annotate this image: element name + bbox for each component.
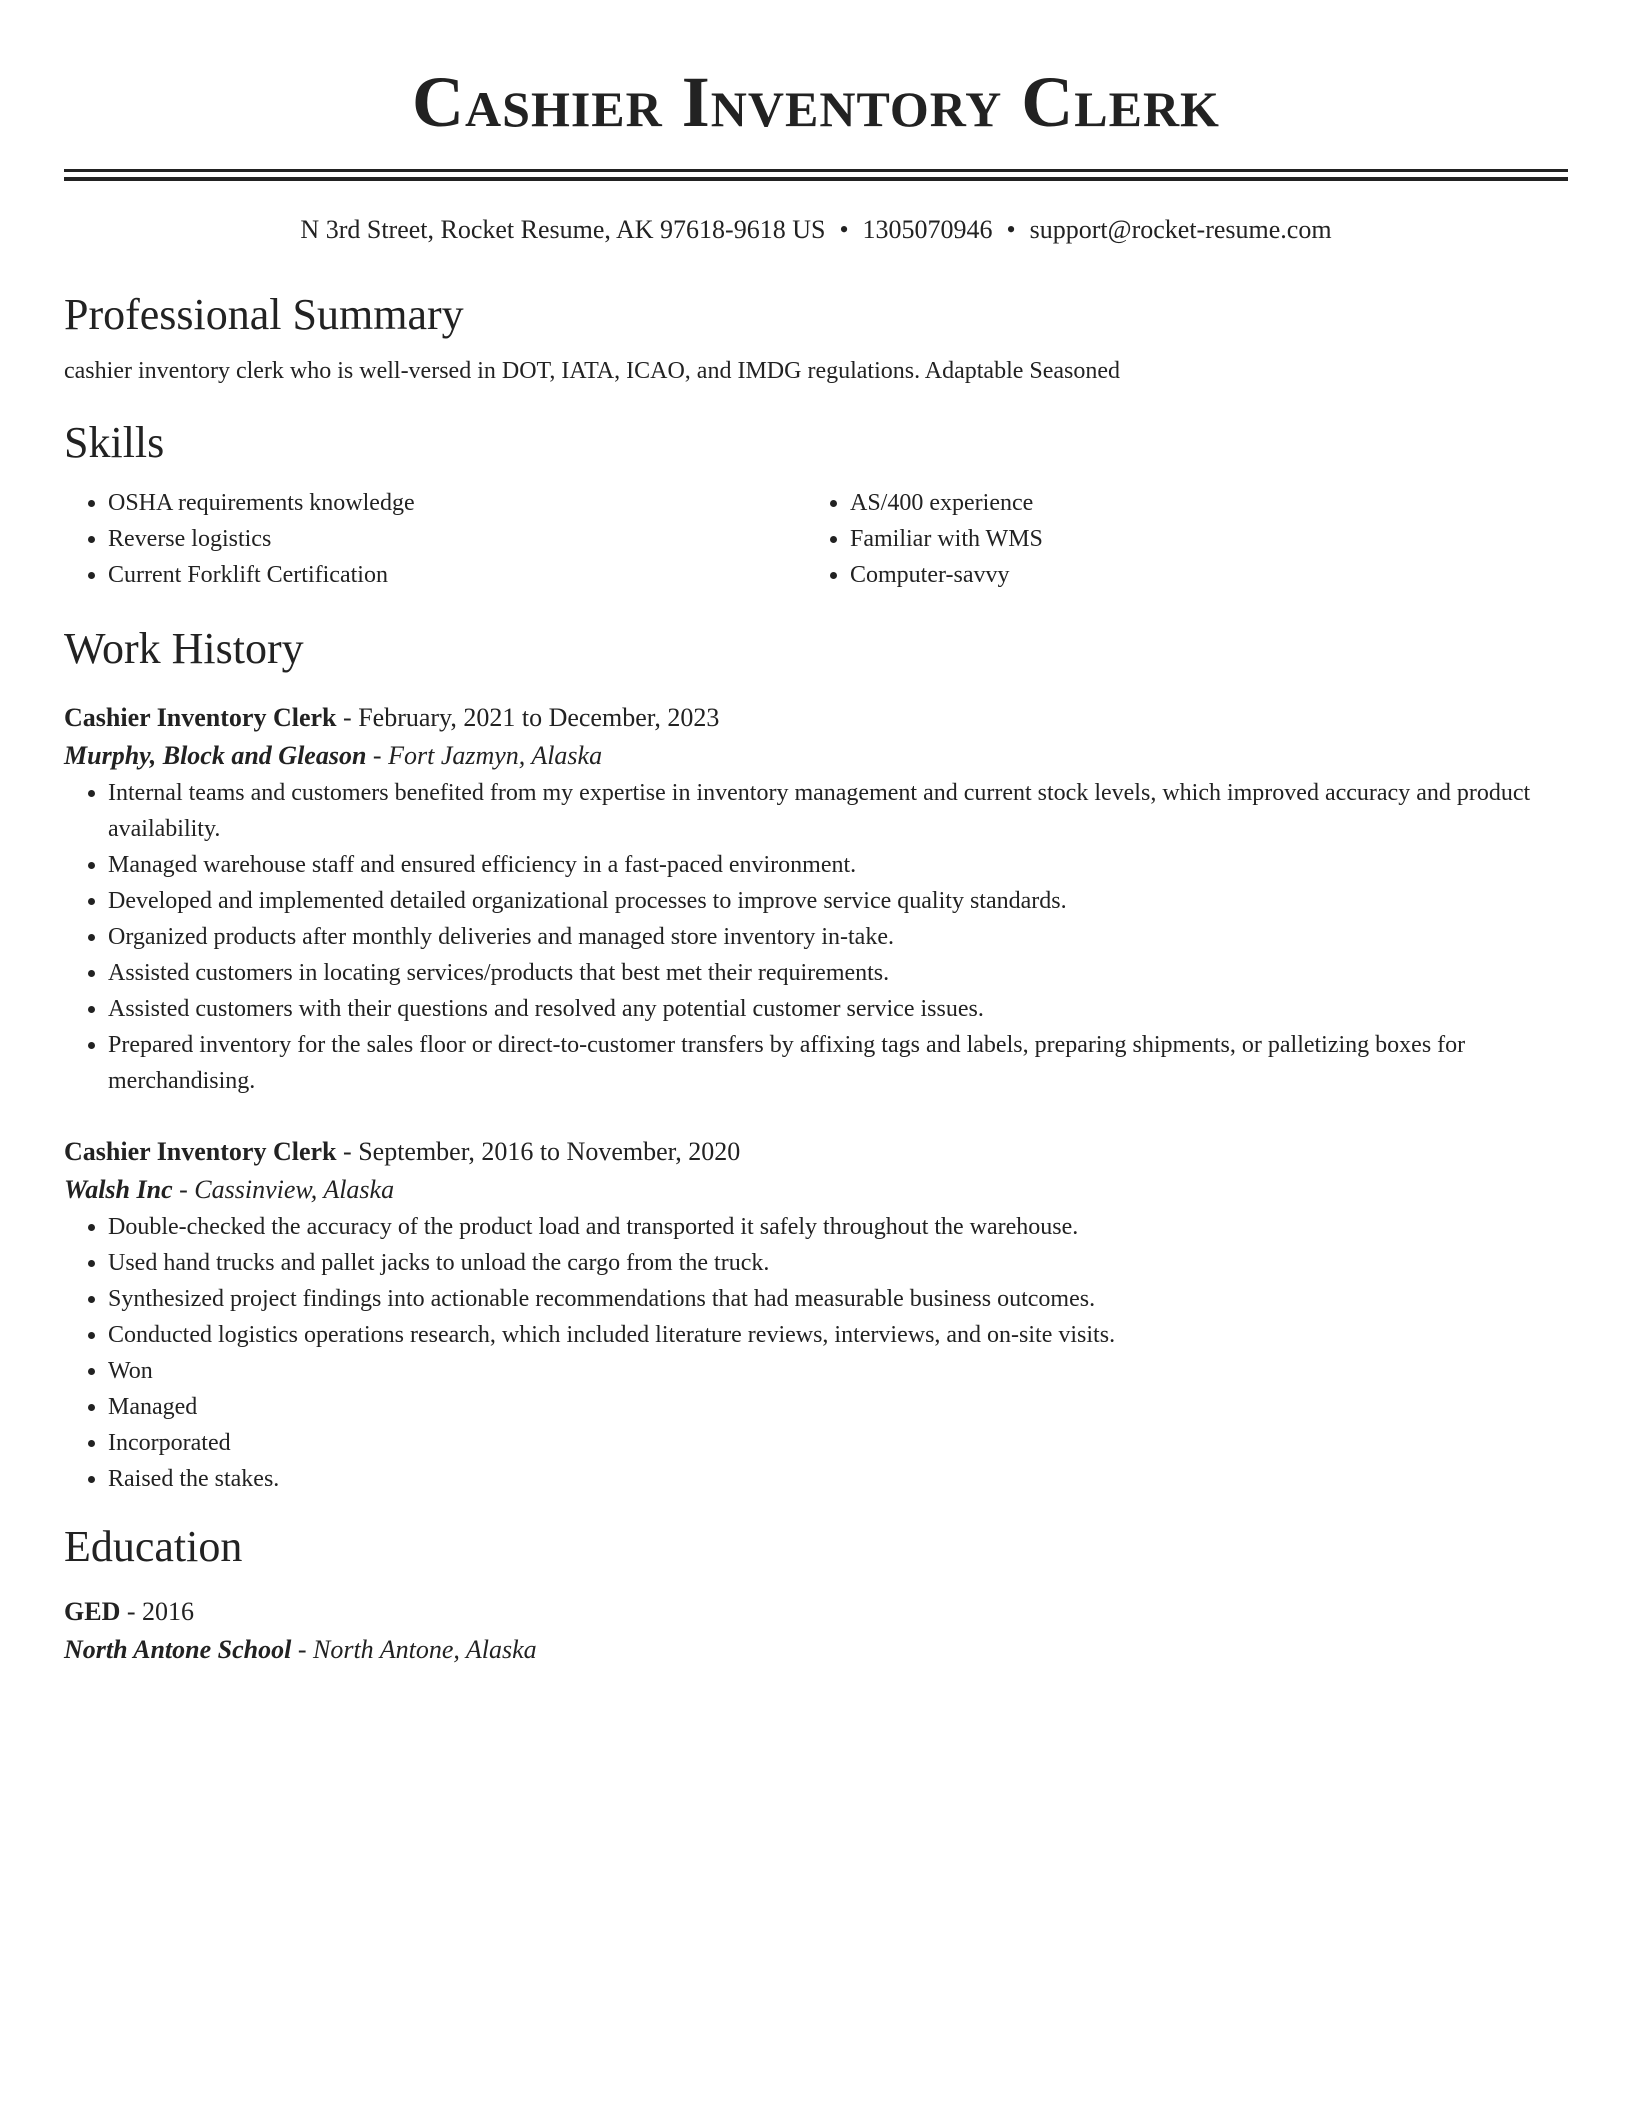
job-company-line bbox=[64, 737, 1568, 775]
education-school: North Antone School bbox=[64, 1635, 292, 1664]
job-bullet: • Incorporated bbox=[108, 1425, 1568, 1461]
skills-column-right bbox=[806, 485, 1548, 593]
resume-name-title: Cashier Inventory Clerk bbox=[412, 62, 1220, 142]
work-history-heading: Work History bbox=[64, 624, 304, 673]
education-school-line bbox=[64, 1631, 1568, 1669]
job-bullet: • Internal teams and customers benefited from my expertise in inventory management and current stock levels, which improved accuracy and product availability. bbox=[108, 775, 1568, 847]
job-bullet: • Managed warehouse staff and ensured efficiency in a fast-paced environment. bbox=[108, 847, 1568, 883]
skill-item: • Computer-savvy bbox=[850, 557, 1548, 593]
job-dates: February, 2021 to December, 2023 bbox=[358, 703, 720, 732]
skill-item: • OSHA requirements knowledge bbox=[108, 485, 806, 521]
skills-heading: Skills bbox=[64, 418, 165, 467]
job-bullet: • Synthesized project findings into actionable recommendations that had measurable business outcomes. bbox=[108, 1281, 1568, 1317]
job-bullet: • Prepared inventory for the sales floor or direct-to-customer transfers by affixing tags and labels, preparing shipments, or palletizing boxes for merchandising. bbox=[108, 1027, 1568, 1099]
job-location: Fort Jazmyn, Alaska bbox=[388, 741, 603, 770]
dash: - bbox=[372, 741, 382, 770]
contact-separator: • bbox=[839, 215, 849, 244]
resume-page bbox=[64, 0, 1568, 1669]
job-dates: September, 2016 to November, 2020 bbox=[358, 1137, 741, 1166]
contact-email: support@rocket-resume.com bbox=[1029, 215, 1332, 244]
job-title: Cashier Inventory Clerk bbox=[64, 1137, 337, 1166]
skills-column-left bbox=[64, 485, 806, 593]
education-degree: GED bbox=[64, 1597, 121, 1626]
education-location: North Antone, Alaska bbox=[313, 1635, 537, 1664]
summary-heading: Professional Summary bbox=[64, 290, 464, 339]
job-bullets bbox=[64, 1209, 1568, 1497]
contact-phone: 1305070946 bbox=[862, 215, 993, 244]
header-rule-top bbox=[64, 169, 1568, 172]
job-bullet: • Double-checked the accuracy of the product load and transported it safely throughout the warehouse. bbox=[108, 1209, 1568, 1245]
job-bullet: • Developed and implemented detailed organizational processes to improve service quality standards. bbox=[108, 883, 1568, 919]
job-company-line bbox=[64, 1171, 1568, 1209]
dash: - bbox=[179, 1175, 188, 1204]
job-header bbox=[64, 699, 1568, 737]
education-heading: Education bbox=[64, 1522, 243, 1571]
dash: - bbox=[126, 1597, 136, 1626]
skill-item: • Reverse logistics bbox=[108, 521, 806, 557]
dash: - bbox=[343, 703, 352, 732]
job-bullet: • Managed bbox=[108, 1389, 1568, 1425]
job-title: Cashier Inventory Clerk bbox=[64, 703, 337, 732]
skills-list bbox=[64, 485, 1568, 593]
education-year: 2016 bbox=[142, 1597, 195, 1626]
job-bullet: • Assisted customers in locating services/products that best met their requirements. bbox=[108, 955, 1568, 991]
dash: - bbox=[297, 1635, 307, 1664]
skill-item: • Familiar with WMS bbox=[850, 521, 1548, 557]
dash: - bbox=[343, 1137, 352, 1166]
job-bullets bbox=[64, 775, 1568, 1099]
job-bullet: • Assisted customers with their questions and resolved any potential customer service issues. bbox=[108, 991, 1568, 1027]
job-bullet: • Raised the stakes. bbox=[108, 1461, 1568, 1497]
contact-line bbox=[64, 213, 1568, 247]
job-header bbox=[64, 1133, 1568, 1171]
skill-item: • AS/400 experience bbox=[850, 485, 1548, 521]
job-company: Walsh Inc bbox=[64, 1175, 173, 1204]
job-bullet: • Conducted logistics operations research, which included literature reviews, interviews, and on-site visits. bbox=[108, 1317, 1568, 1353]
skill-item: • Current Forklift Certification bbox=[108, 557, 806, 593]
job-location: Cassinview, Alaska bbox=[194, 1175, 395, 1204]
contact-address: N 3rd Street, Rocket Resume, AK 97618-9618 US bbox=[300, 215, 826, 244]
job-bullet: • Won bbox=[108, 1353, 1568, 1389]
job-company: Murphy, Block and Gleason bbox=[64, 741, 367, 770]
contact-separator: • bbox=[1006, 215, 1016, 244]
job-bullet: • Organized products after monthly deliveries and managed store inventory in-take. bbox=[108, 919, 1568, 955]
summary-text: cashier inventory clerk who is well-versed in DOT, IATA, ICAO, and IMDG regulations. Adaptable Seasoned bbox=[64, 358, 1121, 384]
education-degree-line bbox=[64, 1593, 1568, 1631]
header-rule-bottom bbox=[64, 177, 1568, 181]
job-bullet: • Used hand trucks and pallet jacks to unload the cargo from the truck. bbox=[108, 1245, 1568, 1281]
